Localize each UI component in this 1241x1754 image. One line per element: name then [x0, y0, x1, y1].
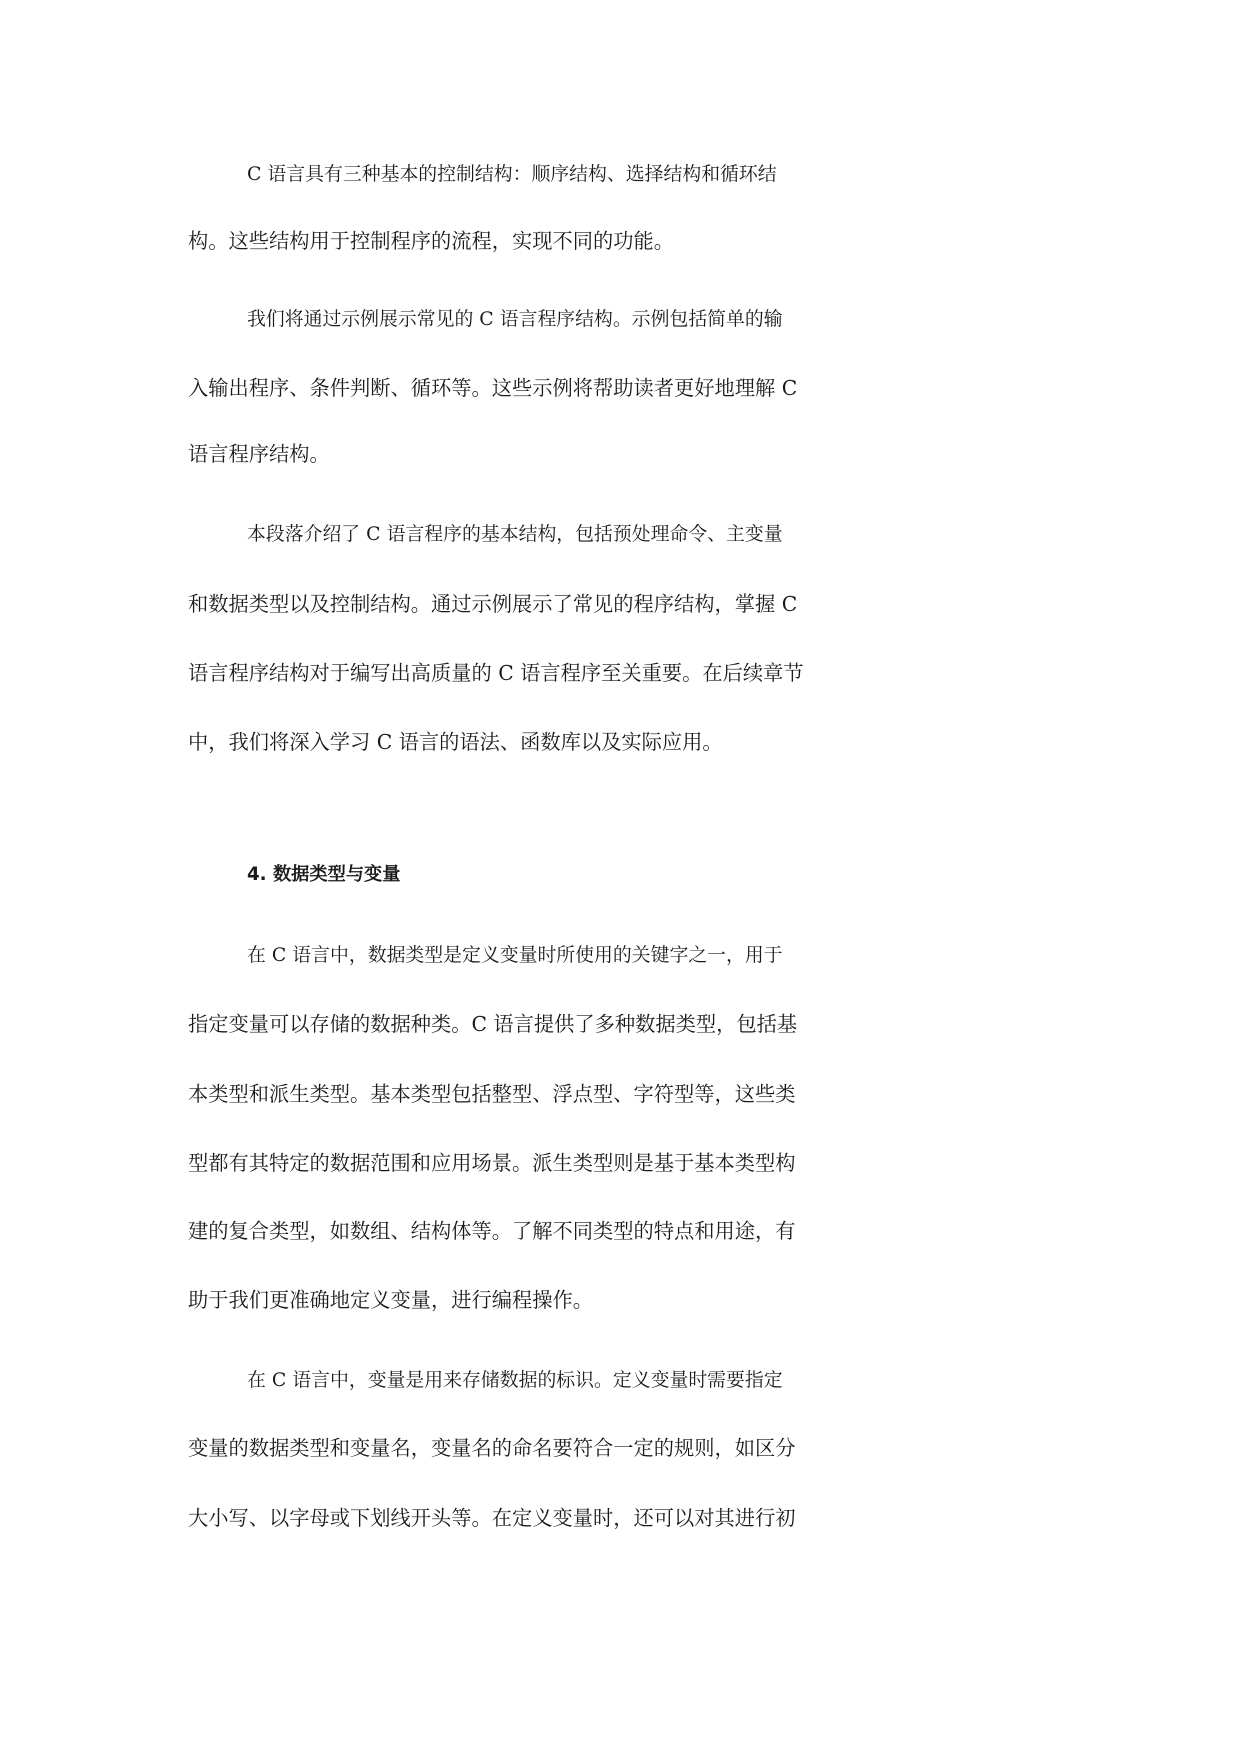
paragraph-2-line-1: 我们将通过示例展示常见的 C 语言程序结构。示例包括简单的输	[247, 308, 783, 330]
paragraph-3-line-4: 中，我们将深入学习 C 语言的语法、函数库以及实际应用。	[188, 730, 723, 754]
section-heading: 4. 数据类型与变量	[247, 864, 401, 885]
paragraph-1-line-2: 构。这些结构用于控制程序的流程，实现不同的功能。	[188, 229, 675, 253]
paragraph-3-line-3: 语言程序结构对于编写出高质量的 C 语言程序至关重要。在后续章节	[188, 661, 804, 685]
paragraph-4-line-3: 本类型和派生类型。基本类型包括整型、浮点型、字符型等，这些类	[188, 1082, 796, 1106]
paragraph-4-line-1: 在 C 语言中，数据类型是定义变量时所使用的关键字之一，用于	[247, 944, 783, 966]
paragraph-4-line-6: 助于我们更准确地定义变量，进行编程操作。	[188, 1288, 594, 1312]
paragraph-5-line-1: 在 C 语言中，变量是用来存储数据的标识。定义变量时需要指定	[247, 1369, 783, 1391]
paragraph-5-line-3: 大小写、以字母或下划线开头等。在定义变量时，还可以对其进行初	[188, 1506, 796, 1530]
paragraph-1-line-1: C 语言具有三种基本的控制结构：顺序结构、选择结构和循环结	[247, 163, 777, 185]
paragraph-5-line-2: 变量的数据类型和变量名，变量名的命名要符合一定的规则，如区分	[188, 1436, 796, 1460]
paragraph-4-line-5: 建的复合类型，如数组、结构体等。了解不同类型的特点和用途，有	[188, 1219, 796, 1243]
paragraph-4-line-4: 型都有其特定的数据范围和应用场景。派生类型则是基于基本类型构	[188, 1151, 796, 1175]
paragraph-2-line-3: 语言程序结构。	[188, 442, 330, 466]
paragraph-3-line-2: 和数据类型以及控制结构。通过示例展示了常见的程序结构，掌握 C	[188, 592, 798, 616]
paragraph-2-line-2: 入输出程序、条件判断、循环等。这些示例将帮助读者更好地理解 C	[188, 376, 798, 400]
paragraph-4-line-2: 指定变量可以存储的数据种类。C 语言提供了多种数据类型，包括基	[188, 1012, 798, 1036]
paragraph-3-line-1: 本段落介绍了 C 语言程序的基本结构，包括预处理命令、主变量	[247, 523, 783, 545]
